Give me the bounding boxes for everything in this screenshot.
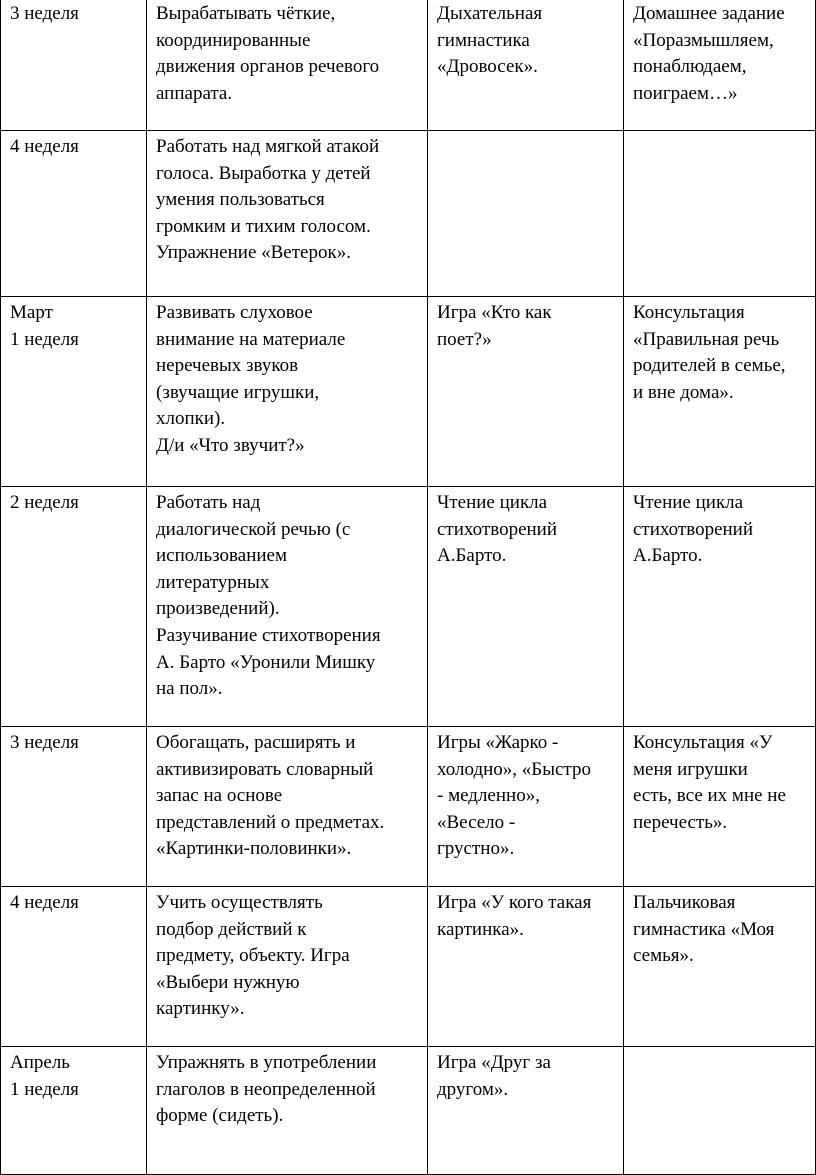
activity-cell xyxy=(428,131,624,297)
parents-cell: Консультация «У меня игрушки есть, все их мне не перечесть». xyxy=(624,727,816,887)
table-row xyxy=(1,131,816,297)
activity-cell: Чтение цикла стихотворений А.Барто. xyxy=(428,487,624,727)
table-row xyxy=(1,727,816,887)
parents-cell: Консультация «Правильная речь родителей в семье, и вне дома». xyxy=(624,297,816,487)
activity-cell: Дыхательная гимнастика «Дровосек». xyxy=(428,0,624,131)
activity-cell: Игра «Кто как поет?» xyxy=(428,297,624,487)
table-row xyxy=(1,887,816,1047)
period-cell: 4 неделя xyxy=(1,887,147,1047)
goal-cell: Работать над диалогической речью (с использованием литературных произведений). Разучивание стихотворения А. Барто «Уронили Мишку на пол». xyxy=(147,487,428,727)
parents-cell: Пальчиковая гимнастика «Моя семья». xyxy=(624,887,816,1047)
goal-cell: Работать над мягкой атакой голоса. Выработка у детей умения пользоваться громким и тихим голосом. Упражнение «Ветерок». xyxy=(147,131,428,297)
period-cell: 3 неделя xyxy=(1,727,147,887)
table-row xyxy=(1,0,816,131)
table-row xyxy=(1,487,816,727)
goal-cell: Вырабатывать чёткие, координированные движения органов речевого аппарата. xyxy=(147,0,428,131)
activity-cell: Игра «Друг за другом». xyxy=(428,1047,624,1175)
period-cell: Апрель 1 неделя xyxy=(1,1047,147,1175)
period-cell: 2 неделя xyxy=(1,487,147,727)
goal-cell: Учить осуществлять подбор действий к предмету, объекту. Игра «Выбери нужную картинку». xyxy=(147,887,428,1047)
activity-cell: Игры «Жарко - холодно», «Быстро - медленно», «Весело - грустно». xyxy=(428,727,624,887)
period-cell: Март 1 неделя xyxy=(1,297,147,487)
period-cell: 4 неделя xyxy=(1,131,147,297)
parents-cell: Домашнее задание «Поразмышляем, понаблюдаем, поиграем…» xyxy=(624,0,816,131)
goal-cell: Развивать слуховое внимание на материале неречевых звуков (звучащие игрушки, хлопки). Д/и «Что звучит?» xyxy=(147,297,428,487)
table-row xyxy=(1,1047,816,1175)
activity-cell: Игра «У кого такая картинка». xyxy=(428,887,624,1047)
table-row xyxy=(1,297,816,487)
parents-cell xyxy=(624,1047,816,1175)
parents-cell: Чтение цикла стихотворений А.Барто. xyxy=(624,487,816,727)
goal-cell: Упражнять в употреблении глаголов в неопределенной форме (сидеть). xyxy=(147,1047,428,1175)
goal-cell: Обогащать, расширять и активизировать словарный запас на основе представлений о предметах. «Картинки-половинки». xyxy=(147,727,428,887)
period-cell: 3 неделя xyxy=(1,0,147,131)
parents-cell xyxy=(624,131,816,297)
